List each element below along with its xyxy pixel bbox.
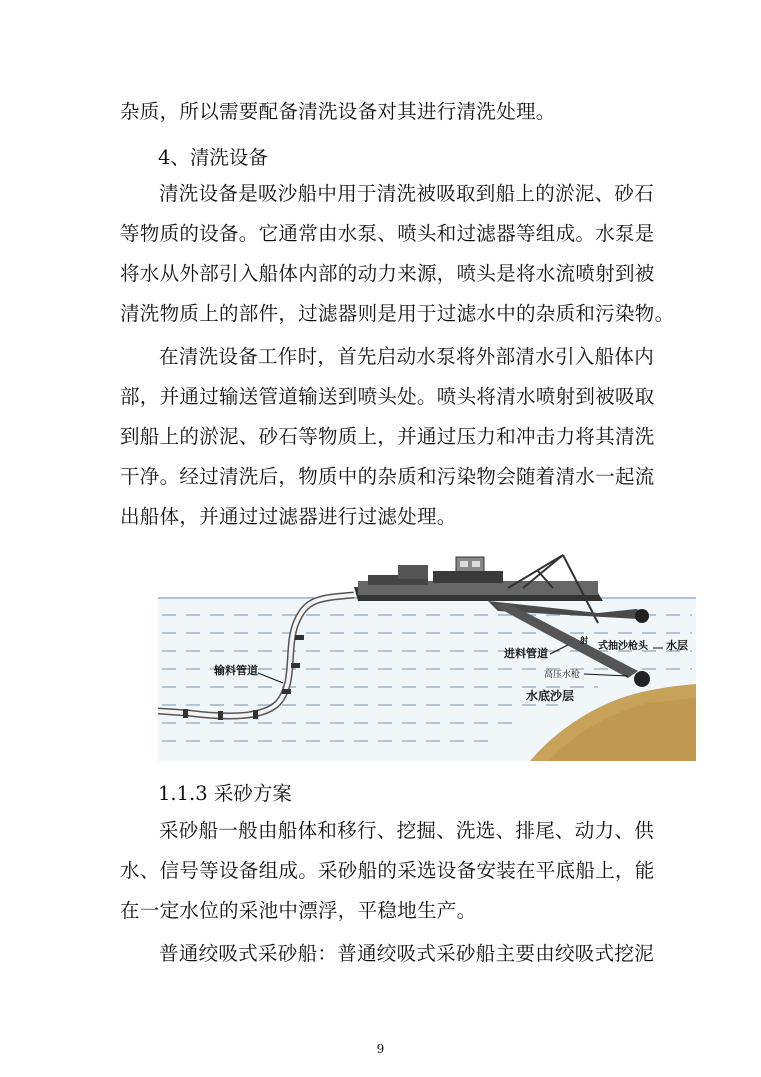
text-line: 清洗设备是吸沙船中用于清洗被吸取到船上的淤泥、砂石	[159, 182, 655, 205]
label-suction-head-prefix: 射	[580, 636, 588, 645]
text-line: 将水从外部引入船体内部的动力来源，喷头是将水流喷射到被	[120, 262, 655, 285]
suction-head-lower	[634, 671, 650, 687]
paragraph-continuation	[120, 92, 640, 132]
text-line: 清洗物质上的部件，过滤器则是用于过滤水中的杂质和污染物。	[120, 302, 675, 325]
text-line: 在一定水位的采池中漂浮，平稳地生产。	[120, 899, 477, 922]
text-line: 部，并通过输送管道输送到喷头处。喷头将清水喷射到被吸取	[120, 385, 655, 408]
section-heading-cleaning: 4、清洗设备	[158, 146, 268, 169]
label-suction-head: 式抽沙枪头	[598, 641, 648, 652]
text-line: 杂质，所以需要配备清洗设备对其进行清洗处理。	[120, 100, 556, 123]
text-line: 在清洗设备工作时，首先启动水泵将外部清水引入船体内	[159, 345, 655, 368]
dredger-diagram	[158, 553, 696, 761]
text-line: 干净。经过清洗后，物质中的杂质和污染物会随着清水一起流	[120, 465, 655, 488]
paragraph-cleaning-process	[120, 337, 655, 537]
text-line: 到船上的淤泥、砂石等物质上，并通过压力和冲击力将其清洗	[120, 425, 655, 448]
text-line: 采砂船一般由船体和移行、挖掘、洗选、排尾、动力、供	[159, 819, 655, 842]
suction-head-upper	[635, 609, 649, 623]
label-water-gun: 高压水枪	[544, 670, 581, 680]
text-line: 普通绞吸式采砂船：普通绞吸式采砂船主要由绞吸式挖泥	[159, 942, 655, 965]
label-water-layer: 水层	[666, 639, 688, 652]
label-sand-layer: 水底沙层	[526, 689, 575, 703]
text-line: 出船体，并通过过滤器进行过滤处理。	[120, 505, 457, 528]
paragraph-cleaning-intro	[120, 174, 675, 334]
label-feed-pipe: 进料管道	[504, 647, 548, 660]
paragraph-sand-ship	[120, 811, 655, 931]
page-number: 9	[376, 1042, 385, 1056]
section-heading-sand-plan: 1.1.3 采砂方案	[158, 782, 292, 805]
text-line: 等物质的设备。它通常由水泵、喷头和过滤器等组成。水泵是	[120, 222, 655, 245]
dredger-illustration	[158, 553, 696, 761]
paragraph-cutter-suction	[120, 934, 655, 974]
label-pipeline: 输料管道	[214, 664, 258, 677]
text-line: 水、信号等设备组成。采砂船的采选设备安装在平底船上，能	[120, 859, 655, 882]
